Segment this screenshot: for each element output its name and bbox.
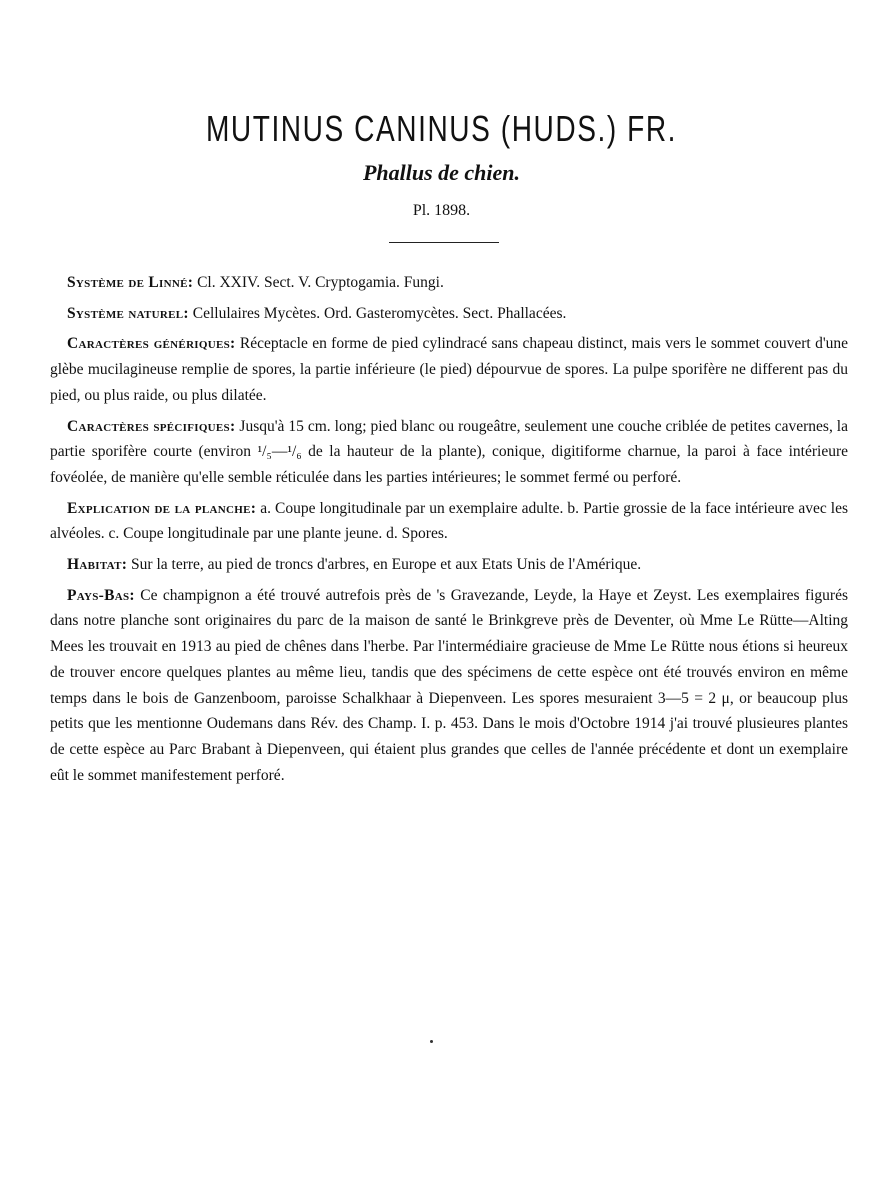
plate-number: Pl. 1898. [412,202,471,219]
page-speck [430,1040,433,1043]
paragraph-text: Ce champignon a été trouvé autrefois près de 's Gravezande, Leyde, la Haye et Zeyst. Les exemplaires figurés dans notre planche sont originaires du parc de la maison de santé le Brinkgreve près de Deventer, où Mme Le Rütte—Alting Mees les trouvait en 1913 au pied de chênes dans l'herbe. Par l'intermédiaire gracieuse de Mme Le Rütte nous étions si heureux de trouver encore quelques plantes au même lieu, tandis que des spécimens de cette espèce ont été trouvés environ en même temps dans le bois de Ganzenboom, paroisse Schalkhaar à Diepenveen. Les spores mesuraient 3—5 = 2 μ, or beaucoup plus petits que les mentionne Oudemans dans Rév. des Champ. I. p. 453. Dans le mois d'Octobre 1914 j'ai trouvé plusieures plantes de cette espèce au Parc Brabant à Diepenveen, qui étaient plus grandes que celles de l'année précédente et dont un exemplaire eût le sommet manifestement perforé. [50,586,848,784]
paragraph-text: a. Coupe longitudinale par un exemplaire adulte. b. Partie grossie de la face intérieure avec les alvéoles. c. Coupe longitudinale par une plante jeune. d. Spores. [50,499,848,543]
paragraph-generiques [50,331,848,408]
paragraph-text: Cl. XXIV. Sect. V. Cryptogamia. Fungi. [193,274,444,291]
paragraph-naturel [50,301,848,327]
title-divider [389,242,499,243]
paragraph-text: Sur la terre, au pied de troncs d'arbres, en Europe et aux Etats Unis de l'Amérique. [127,556,642,574]
paragraph-label: Caractères génériques: [67,335,236,353]
paragraph-pays-bas [50,583,848,789]
species-title: MUTINUS CANINUS (HUDS.) FR. [205,108,678,149]
common-name: Phallus de chien. [362,160,521,185]
paragraph-label: Explication de la planche: [67,499,257,517]
paragraph-label: Pays-Bas: [67,586,135,604]
paragraph-label: Habitat: [67,556,128,574]
paragraph-label: Système naturel: [67,304,189,322]
paragraph-linne [50,270,848,296]
paragraph-habitat [50,552,848,578]
paragraph-text: Jusqu'à 15 cm. long; pied blanc ou rougeâtre, seulement une couche criblée de petites cavernes, la partie sporifère courte (environ ¹/₅—¹/₆ de la hauteur de la plante), conique, digitiforme charnue, la paroi à face intérieure fovéolée, de manière qu'elle semble réticulée dans les parties intérieures; le sommet fermé ou perforé. [50,417,848,486]
paragraph-explication [50,496,848,547]
paragraph-label: Système de Linné: [67,274,194,291]
paragraph-text: Réceptacle en forme de pied cylindracé sans chapeau distinct, mais vers le sommet couvert d'une glèbe mucilagineuse remplie de spores, la partie inférieure (le pied) dépourvue de spores. La pulpe sporifère ne different pas du pied, ou plus raide, ou plus dilatée. [50,335,849,404]
paragraph-label: Caractères spécifiques: [67,417,236,435]
paragraph-specifiques [50,414,848,491]
description-body [50,270,848,793]
paragraph-text: Cellulaires Mycètes. Ord. Gasteromycètes. Sect. Phallacées. [188,304,567,322]
